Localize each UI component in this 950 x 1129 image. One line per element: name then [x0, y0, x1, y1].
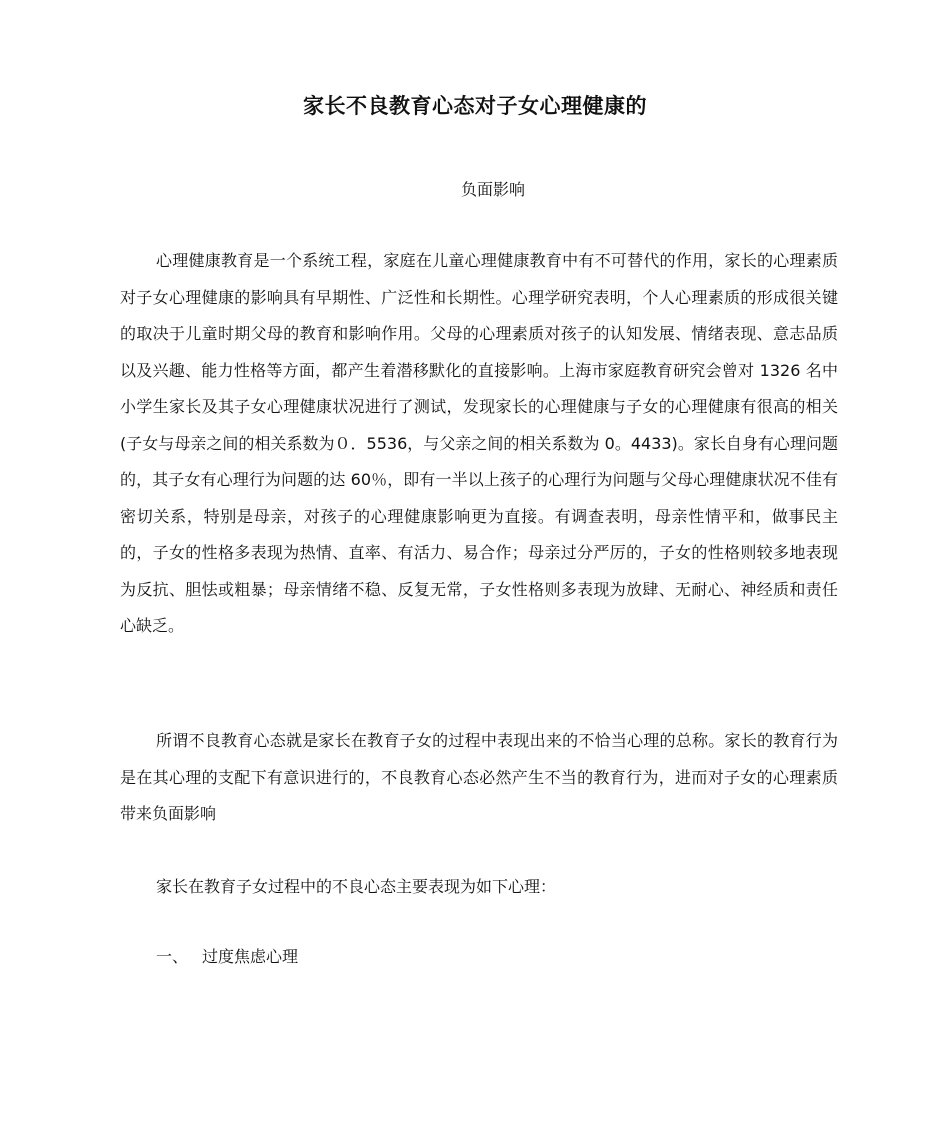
document-title: 家长不良教育心态对子女心理健康的 — [303, 94, 647, 118]
section-number: 一、 — [156, 947, 189, 966]
document-subtitle: 负面影响 — [460, 180, 525, 199]
section-heading-text: 过度焦虑心理 — [202, 947, 299, 966]
section-heading — [156, 941, 298, 973]
paragraph-lead-in: 家长在教育子女过程中的不良心态主要表现为如下心理： — [156, 877, 557, 896]
paragraph-intro: 心理健康教育是一个系统工程，家庭在儿童心理健康教育中有不可替代的作用，家长的心理素质对子女心理健康的影响具有早期性、广泛性和长期性。心理学研究表明，个人心理素质的形成很关键的取决于儿童时期父母的教育和影响作用。父母的心理素质对孩子的认知发展、情绪表现、意志品质以及兴趣、能力性格等方面，都产生着潜移默化的直接影响。上海市家庭教育研究会曾对 1326 名中小学生家长及其子女心理健康状况进行了测试，发现家长的心理健康与子女的心理健康有很高的相关(子女与母亲之间的相关系数为０．5536，与父亲之间的相关系数为 0。4433)。家长自身有心理问题的，其子女有心理行为问题的达 60％，即有一半以上孩子的心理行为问题与父母心理健康状况不佳有密切关系，特别是母亲，对孩子的心理健康影响更为直接。有调查表明，母亲性情平和，做事民主的，子女的性格多表现为热情、直率、有活力、易合作；母亲过分严厉的，子女的性格则较多地表现为反抗、胆怯或粗暴；母亲情绪不稳、反复无常，子女性格则多表现为放肆、无耐心、神经质和责任心缺乏。 — [120, 251, 838, 635]
paragraph-definition: 所谓不良教育心态就是家长在教育子女的过程中表现出来的不恰当心理的总称。家长的教育行为是在其心理的支配下有意识进行的，不良教育心态必然产生不当的教育行为，进而对子女的心理素质带来负面影响 — [120, 731, 838, 823]
